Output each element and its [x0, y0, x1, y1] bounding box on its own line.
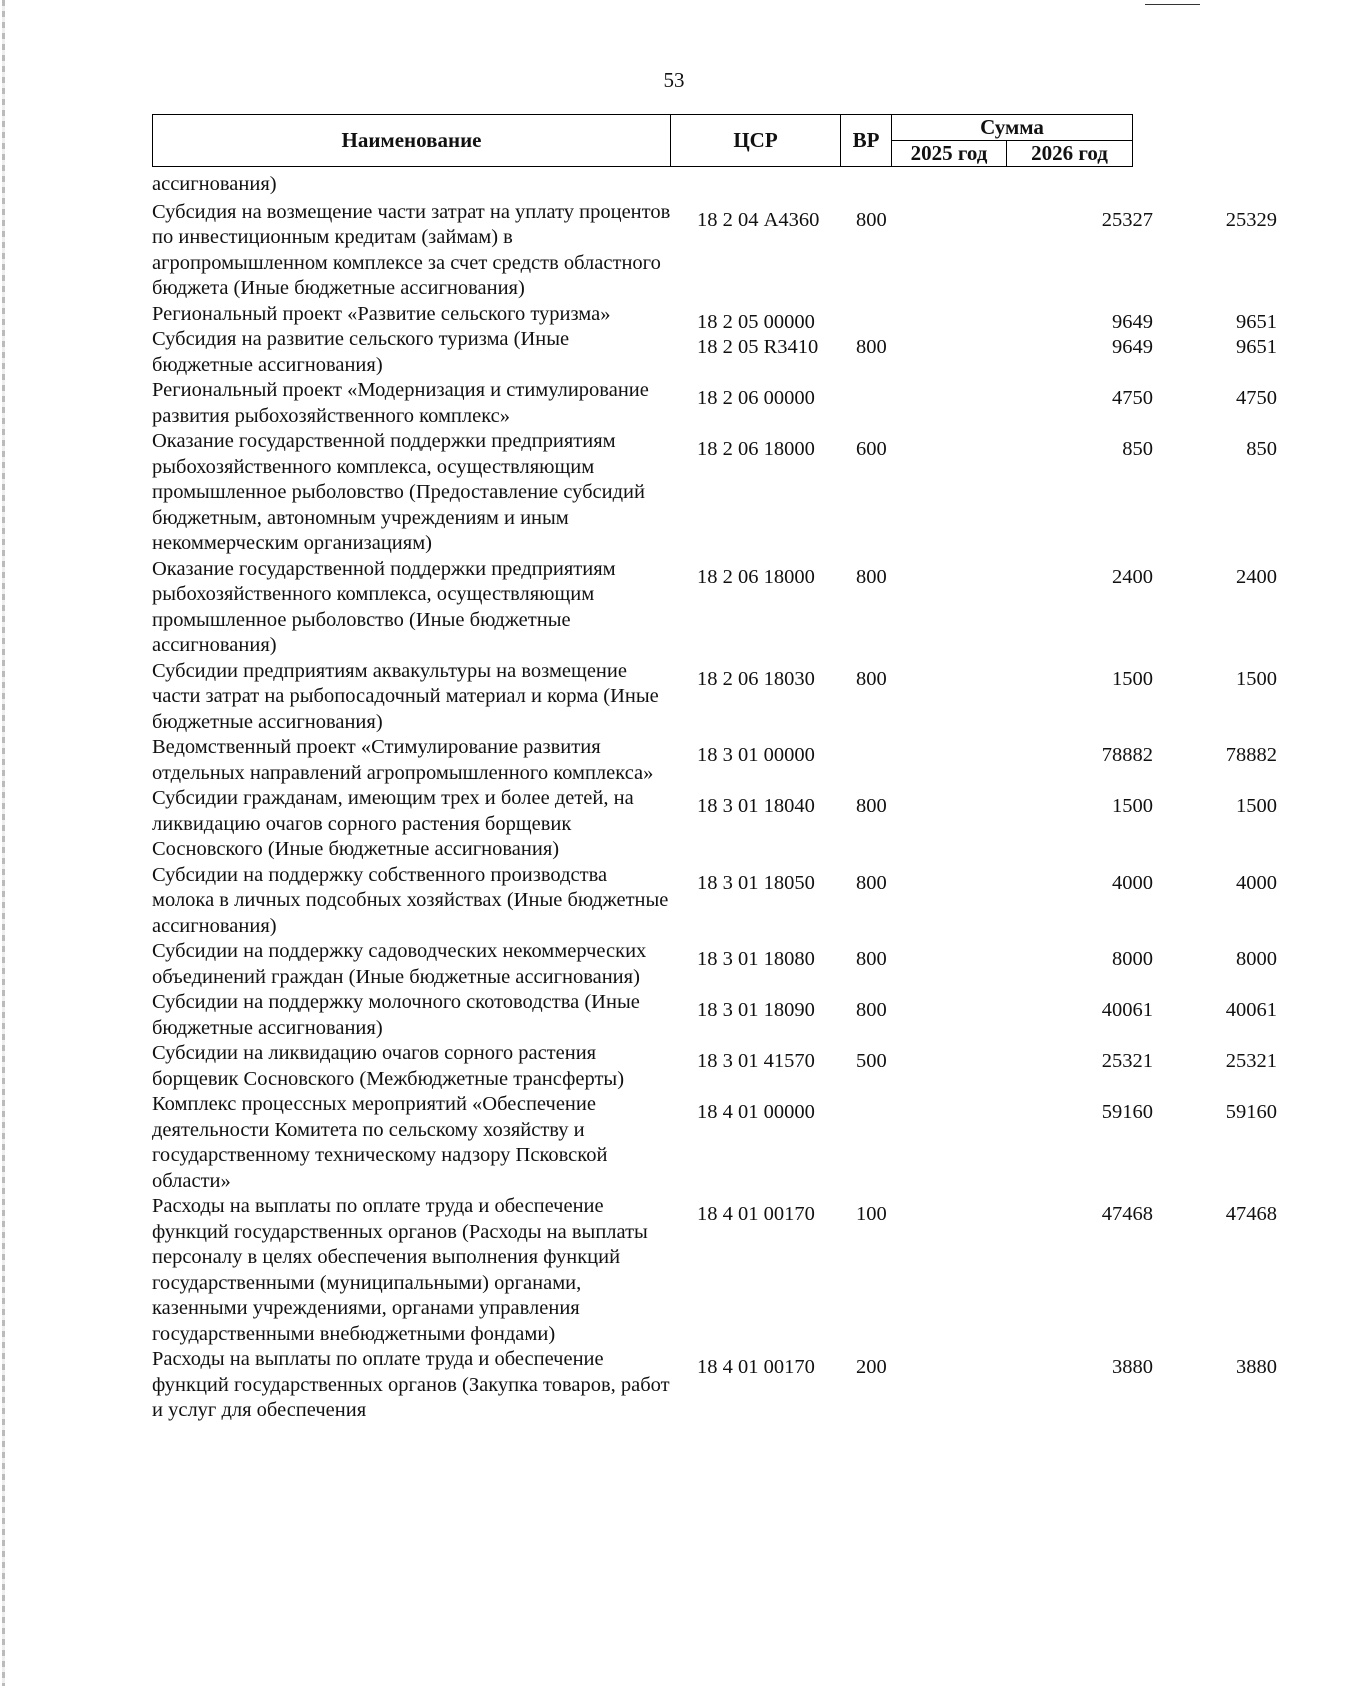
row-sum-2025: 3880	[1112, 1356, 1153, 1378]
row-sum-2026: 59160	[1225, 1101, 1277, 1123]
row-sum-2025: 4750	[1112, 387, 1153, 409]
row-csr: 18 2 05 00000	[697, 310, 815, 333]
row-sum-2026: 1500	[1236, 667, 1277, 690]
row-sum-2026: 4000	[1236, 871, 1277, 894]
table-row	[152, 378, 1277, 429]
row-csr: 18 3 01 41570	[697, 1050, 815, 1072]
row-sum-2025: 1500	[1112, 795, 1153, 817]
header-sum: Сумма	[892, 115, 1133, 141]
table-row	[152, 939, 1277, 990]
table-row	[152, 557, 1277, 659]
row-name: ассигнования)	[152, 173, 277, 195]
row-name: Субсидии предприятиям аквакультуры на возмещение части затрат на рыбопосадочный материал и корма (Иные бюджетные ассигнования)	[152, 659, 659, 733]
row-sum-2026: 2400	[1236, 565, 1277, 588]
row-vr: 800	[856, 336, 887, 358]
row-sum-2026: 9651	[1236, 310, 1277, 333]
row-name: Субсидия на развитие сельского туризма (Иные бюджетные ассигнования)	[152, 328, 570, 376]
table-row	[152, 863, 1277, 940]
row-sum-2025: 25327	[1101, 208, 1153, 231]
row-sum-2026: 25321	[1225, 1050, 1277, 1072]
row-sum-2025: 8000	[1112, 948, 1153, 970]
row-name: Расходы на выплаты по оплате труда и обеспечение функций государственных органов (Расходы на выплаты персоналу в целях обеспечения выполнения функций государственными (муниципальными) органами, казенными учреждениями, органами управления государственными внебюджетными фондами)	[152, 1195, 648, 1345]
table-row	[152, 1347, 1277, 1424]
row-sum-2025: 25321	[1101, 1050, 1153, 1072]
row-csr: 18 3 01 18040	[697, 795, 815, 817]
header-vr: ВР	[841, 115, 892, 167]
table-row	[152, 659, 1277, 736]
row-name: Оказание государственной поддержки предприятиям рыбохозяйственного комплекса, осуществляющим промышленное рыболовство (Предоставление субсидий бюджетным, автономным учреждениям и иным некоммерческим организациям)	[152, 430, 645, 554]
row-sum-2025: 59160	[1101, 1101, 1153, 1123]
row-name: Комплекс процессных мероприятий «Обеспечение деятельности Комитета по сельскому хозяйству и государственному техническому надзору Псковской области»	[152, 1093, 608, 1192]
row-sum-2026: 850	[1246, 438, 1277, 460]
row-csr: 18 4 01 00170	[697, 1203, 815, 1225]
row-csr: 18 2 06 18000	[697, 565, 815, 588]
table-row	[152, 1041, 1277, 1092]
row-name: Региональный проект «Развитие сельского туризма»	[152, 302, 611, 325]
row-vr: 800	[856, 565, 887, 588]
row-sum-2026: 78882	[1225, 744, 1277, 766]
scan-artifact-line	[1145, 4, 1200, 5]
row-sum-2025: 2400	[1112, 565, 1153, 588]
row-csr: 18 3 01 18050	[697, 871, 815, 894]
row-csr: 18 2 06 18000	[697, 438, 815, 460]
row-name: Субсидии на поддержку садоводческих некоммерческих объединений граждан (Иные бюджетные ассигнования)	[152, 940, 647, 988]
row-sum-2025: 9649	[1112, 336, 1153, 358]
row-vr: 800	[856, 795, 887, 817]
row-vr: 200	[856, 1356, 887, 1378]
row-vr: 100	[856, 1203, 887, 1225]
table-row	[152, 990, 1277, 1041]
table-row	[152, 327, 1277, 378]
header-year-2025: 2025 год	[892, 141, 1007, 167]
scan-edge	[2, 0, 5, 1686]
row-sum-2025: 47468	[1101, 1203, 1153, 1225]
header-year-2026: 2026 год	[1007, 141, 1133, 167]
row-sum-2025: 4000	[1112, 871, 1153, 894]
row-sum-2026: 8000	[1236, 948, 1277, 970]
table-row	[152, 429, 1277, 557]
header-csr: ЦСР	[671, 115, 841, 167]
row-name: Региональный проект «Модернизация и стимулирование развития рыбохозяйственного комплекс»	[152, 379, 649, 427]
row-csr: 18 3 01 00000	[697, 744, 815, 766]
table-row	[152, 172, 1132, 198]
row-name: Субсидии гражданам, имеющим трех и более детей, на ликвидацию очагов сорного растения борщевик Сосновского (Иные бюджетные ассигнования)	[152, 787, 634, 860]
row-name: Ведомственный проект «Стимулирование развития отдельных направлений агропромышленного комплекса»	[152, 736, 654, 784]
row-csr: 18 4 01 00170	[697, 1356, 815, 1378]
row-sum-2025: 9649	[1112, 310, 1153, 333]
row-vr: 800	[856, 667, 887, 690]
row-sum-2026: 3880	[1236, 1356, 1277, 1378]
row-vr: 800	[856, 208, 887, 231]
table-row	[152, 302, 1277, 333]
table-row	[152, 200, 1277, 302]
row-name: Оказание государственной поддержки предприятиям рыбохозяйственного комплекса, осуществляющим промышленное рыболовство (Иные бюджетные ассигнования)	[152, 557, 616, 656]
row-csr: 18 4 01 00000	[697, 1101, 815, 1123]
row-vr: 500	[856, 1050, 887, 1072]
row-sum-2025: 1500	[1112, 667, 1153, 690]
table-header	[152, 114, 1133, 167]
row-sum-2026: 1500	[1236, 795, 1277, 817]
row-sum-2025: 78882	[1101, 744, 1153, 766]
table-row	[152, 786, 1277, 863]
row-sum-2026: 9651	[1236, 336, 1277, 358]
table-body	[152, 172, 1277, 1424]
row-name: Субсидии на поддержку молочного скотоводства (Иные бюджетные ассигнования)	[152, 991, 640, 1039]
row-sum-2025: 850	[1122, 438, 1153, 460]
row-vr: 800	[856, 948, 887, 970]
row-csr: 18 3 01 18090	[697, 999, 815, 1021]
row-csr: 18 2 06 18030	[697, 667, 815, 690]
page-number: 53	[663, 68, 685, 92]
row-csr: 18 2 05 R3410	[697, 336, 819, 358]
row-sum-2026: 25329	[1225, 208, 1277, 231]
row-vr: 600	[856, 438, 887, 460]
row-name: Расходы на выплаты по оплате труда и обеспечение функций государственных органов (Закупка товаров, работ и услуг для обеспечения	[152, 1348, 670, 1421]
row-sum-2026: 40061	[1225, 999, 1277, 1021]
table-row	[152, 735, 1277, 786]
row-vr: 800	[856, 999, 887, 1021]
row-sum-2025: 40061	[1101, 999, 1153, 1021]
row-name: Субсидии на поддержку собственного производства молока в личных подсобных хозяйствах (Иные бюджетные ассигнования)	[152, 863, 669, 937]
row-name: Субсидия на возмещение части затрат на уплату процентов по инвестиционным кредитам (займам) в агропромышленном комплексе за счет средств областного бюджета (Иные бюджетные ассигнования)	[152, 200, 671, 299]
row-csr: 18 3 01 18080	[697, 948, 815, 970]
table-row	[152, 1194, 1277, 1347]
row-name: Субсидии на ликвидацию очагов сорного растения борщевик Сосновского (Межбюджетные трансферты)	[152, 1042, 625, 1090]
row-sum-2026: 47468	[1225, 1203, 1277, 1225]
header-name: Наименование	[153, 115, 671, 167]
row-csr: 18 2 04 А4360	[697, 208, 820, 231]
table-row	[152, 1092, 1277, 1194]
row-vr: 800	[856, 871, 887, 894]
row-csr: 18 2 06 00000	[697, 387, 815, 409]
row-sum-2026: 4750	[1236, 387, 1277, 409]
